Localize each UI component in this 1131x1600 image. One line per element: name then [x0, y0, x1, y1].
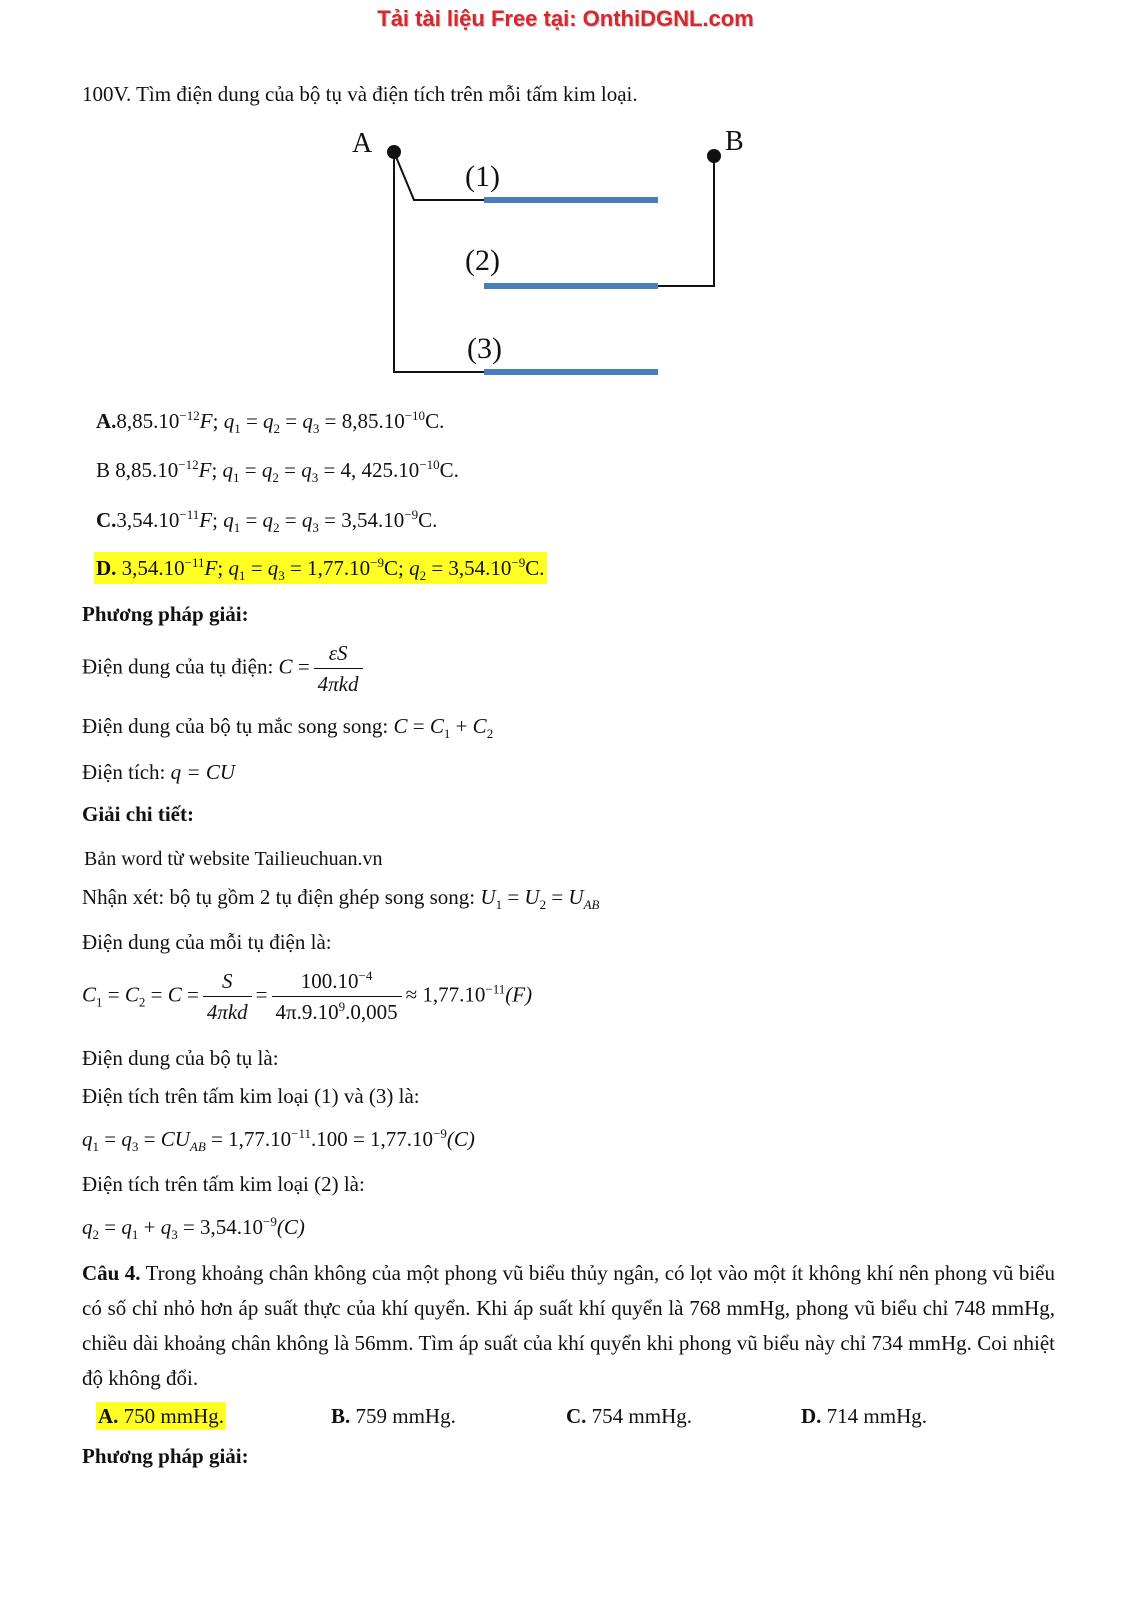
site-banner: Tải tài liệu Free tại: OnthiDGNL.com	[377, 6, 754, 31]
option-b[interactable]: B $8,85.10^{-12}F$; $q_1 = q_2 = q_3 = 4$, $425.10^{-10}C$.	[96, 457, 459, 486]
each-cap-heading: Điện dung của mỗi tụ điện là:	[82, 930, 332, 954]
terminal-a-label: A	[352, 128, 373, 159]
capacitance-calculation: $C_1 = C_2 = C$ = $\frac{S}{\text{4πkd}}$ = $\frac{100.10^{-4}}{4\pi.9.10^9.0,005}$ ≈ $1,77.10^{-11}(F)$	[82, 968, 533, 1024]
plate-1-label: (1)	[465, 160, 500, 193]
plate-3-label: (3)	[467, 332, 502, 365]
source-note: Bản word từ website Tailieuchuan.vn	[84, 848, 383, 870]
capacitor-diagram	[340, 118, 780, 388]
question-intro-line: 100V. Tìm điện dung của bộ tụ và điện tích trên mỗi tấm kim loại.	[82, 82, 638, 106]
total-cap-heading: Điện dung của bộ tụ là:	[82, 1046, 279, 1070]
option-a[interactable]: $A.8,85.10^{-12}F$; $q_1 = q_2 = q_3 = 8,85.10^{-10}C$.	[96, 408, 445, 437]
q4-option-d[interactable]: D. 714 mmHg.	[801, 1404, 928, 1428]
q4-option-a-correct[interactable]: A. 750 mmHg.	[98, 1404, 225, 1428]
method-parallel-formula: Điện dung của bộ tụ mắc song song: $C = C_1 + C_2$	[82, 714, 494, 742]
charge13-heading: Điện tích trên tấm kim loại (1) và (3) là:	[82, 1084, 420, 1108]
charge2-heading: Điện tích trên tấm kim loại (2) là:	[82, 1172, 365, 1196]
option-d-correct[interactable]: D. $3,54.10^{-11}F$; $q_1 = q_3 = 1,77.10^{-9}C$; $q_2 = 3,54.10^{-9}C$.	[94, 552, 547, 584]
wire-b-plate2	[658, 156, 714, 286]
method-charge-formula: Điện tích: q = CU	[82, 760, 235, 784]
question-4-text: Câu 4. Trong khoảng chân không của một phong vũ biểu thủy ngân, có lọt vào một ít không khí nên phong vũ biểu có số chỉ nhỏ hơn áp suất thực của khí quyển. Khi áp suất khí quyển là 768 mmHg, phong vũ biểu chỉ 748 mmHg, chiều dài khoảng chân không là 56mm. Tìm áp suất của khí quyển khi phong vũ biểu này chỉ 734 mmHg. Coi nhiệt độ không đổi.	[82, 1261, 1055, 1390]
remark-line: Nhận xét: bộ tụ gồm 2 tụ điện ghép song song: $U_1 = U_2 = U_{AB}$	[82, 885, 600, 913]
solution-heading: Giải chi tiết:	[82, 802, 194, 826]
charge2-calculation: $q_2 = q_1 + q_3 = 3,54.10^{-9}(C)$	[82, 1214, 305, 1243]
plate-2-label: (2)	[465, 244, 500, 277]
option-c[interactable]: $C.3,54.10^{-11}F$; $q_1 = q_2 = q_3 = 3,54.10^{-9}C$.	[96, 507, 438, 536]
q4-option-b[interactable]: B. 759 mmHg.	[331, 1404, 456, 1428]
q4-method-heading: Phương pháp giải:	[82, 1444, 249, 1468]
charge13-calculation: $q_1 = q_3 = CU_{AB} = 1,77.10^{-11}.100 = 1,77.10^{-9}(C)$	[82, 1126, 475, 1155]
method-heading: Phương pháp giải:	[82, 602, 249, 626]
method-capacitance-formula: Điện dung của tụ điện: C = $\frac{\varepsilon S}{\text{4πkd}}$	[82, 638, 367, 699]
q4-option-c[interactable]: C. 754 mmHg.	[566, 1404, 693, 1428]
terminal-b-label: B	[725, 126, 744, 157]
